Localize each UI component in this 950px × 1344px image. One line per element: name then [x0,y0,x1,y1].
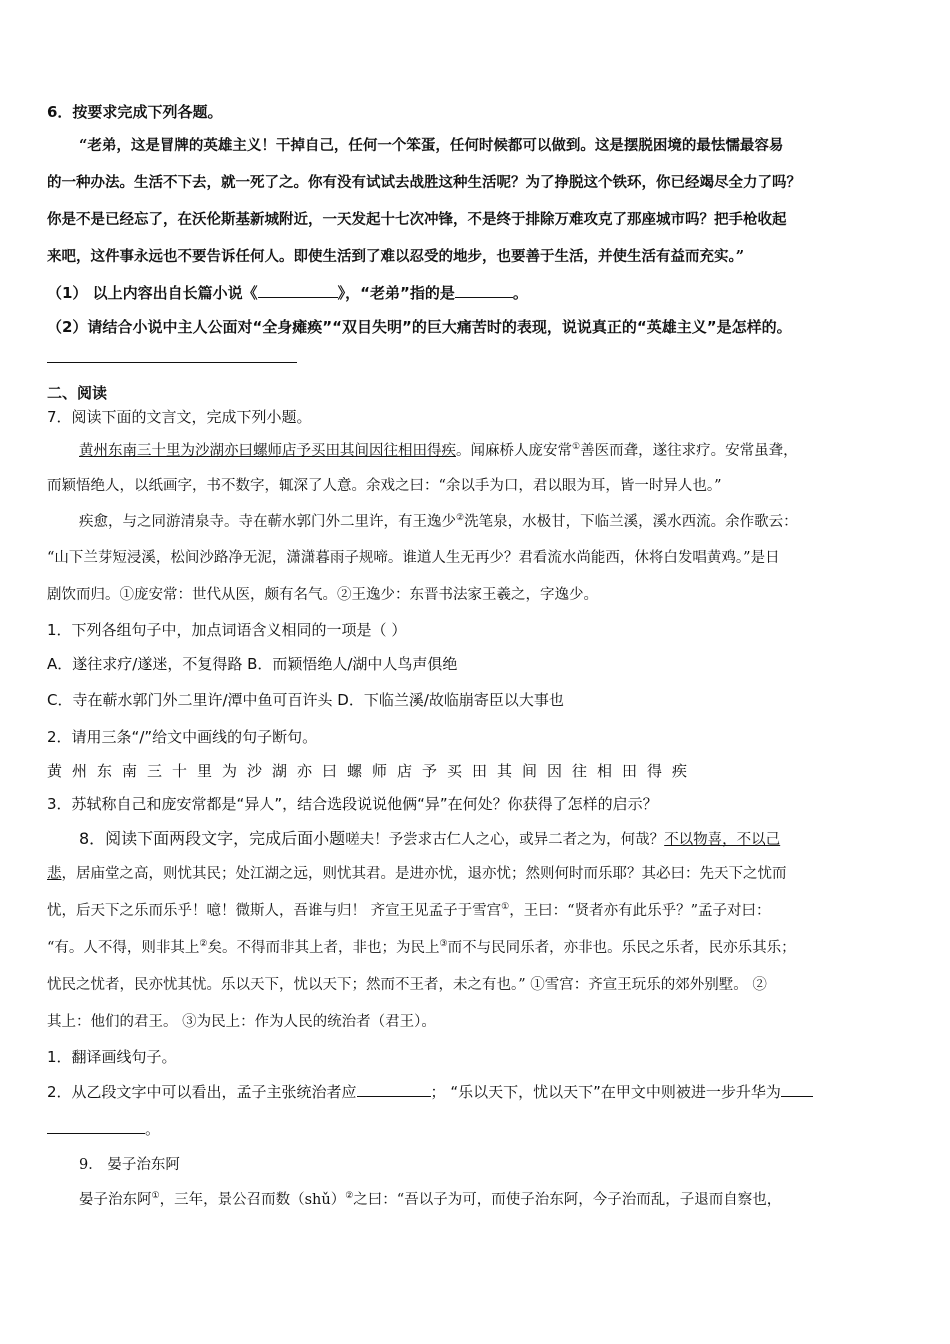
footnote-marker: ① [572,442,581,453]
passage-text: 忧，后天下之乐而乐乎！噫！微斯人，吾谁与归！ 齐宣王见孟子于雪宫 [47,903,502,919]
q7-subquestion-1: 1．下列各组句子中，加点词语含义相同的一项是（ ） [47,621,407,639]
q6-subquestion-2: （2）请结合小说中主人公面对“全身瘫痪”“双目失明”的巨大痛苦时的表现，说说真正的“英雄主义”是怎样的。 [47,318,792,336]
q7-title: 7．阅读下面的文言文，完成下列小题。 [47,408,312,426]
passage-text: 善医而聋，遂往求疗。安常虽聋， [580,443,798,459]
q9-passage-line [79,1189,902,1211]
q7-subquestion-3: 3．苏轼称自己和庞安常都是“异人”，结合选段说说他俩“异”在何处？你获得了怎样的启示？ [47,795,658,813]
answer-blank[interactable] [455,283,513,298]
q6-sub1-text: 》，“老弟”指的是 [337,284,455,302]
answer-line[interactable] [47,362,297,363]
q7-options-ab: A．遂往求疗/遂迷，不复得路 B．而颖悟绝人/湖中人鸟声俱绝 [47,655,458,673]
q8-line: 忧民之忧者，民亦忧其忧。乐以天下，忧以天下；然而不王者，未之有也。” ①雪宫：齐宣王玩乐的郊外别墅。 ② [47,977,767,993]
q7-passage-line: 而颖悟绝人，以纸画字，书不数字，辄深了人意。余戏之曰：“余以手为口，君以眼为耳，皆一时异人也。” [47,478,722,494]
underlined-sentence: 悲 [47,866,62,882]
passage-text: 矣。不得而非其上者，非也；为民上 [207,940,440,956]
footnote-marker: ③ [439,939,448,950]
q8-title: 8．阅读下面两段文字，完成后面小题 [79,829,346,848]
underlined-sentence: 黄州东南三十里为沙湖亦曰螺师店予买田其间因往相田得疾 [79,443,456,459]
q7-passage-line: 剧饮而归。①庞安常：世代从医，颇有名气。②王逸少：东晋书法家王羲之，字逸少。 [47,587,598,603]
q6-sub1-text: （1） 以上内容出自长篇小说《 [47,284,258,302]
passage-text: ，王曰：“贤者亦有此乐乎？”孟子对曰： [509,903,771,919]
q6-sub1-text: 。 [512,284,528,302]
section-heading: 二、阅读 [47,384,108,402]
passage-text: “有。人不得，则非其上 [47,940,200,956]
passage-text: 疾愈，与之同游清泉寺。寺在蕲水郭门外二里许，有王逸少 [79,514,456,530]
q7-spaced-sentence: 黄州东南三十里为沙湖亦曰螺师店予买田其间因往相田得疾 [47,762,698,780]
answer-blank[interactable] [258,283,338,298]
question-text: ； “乐以天下，忧以天下”在甲文中则被进一步升华为 [430,1083,781,1101]
passage-text: 而不与民同乐者，亦非也。乐民之乐者，民亦乐其乐； [447,940,796,956]
footnote-marker: ① [501,902,510,913]
q6-passage-line: “老弟，这是冒牌的英雄主义！干掉自己，任何一个笨蛋，任何时候都可以做到。这是摆脱困境的最怯懦最容易 [79,137,784,154]
answer-blank[interactable] [47,1119,145,1134]
q8-line: 其上：他们的君王。 ③为民上：作为人民的统治者（君王）。 [47,1014,436,1030]
q6-passage-line: 的一种办法。生活不下去，就一死了之。你有没有试试去战胜这种生活呢？为了挣脱这个铁环，你已经竭尽全力了吗？ [47,174,801,191]
passage-text: ，居庙堂之高，则忧其民；处江湖之远，则忧其君。是进亦忧，退亦忧；然则何时而乐耶？其必曰：先天下之忧而 [61,866,787,882]
q8-line [47,937,902,959]
q7-options-cd: C．寺在蕲水郭门外二里许/潭中鱼可百许头 D．下临兰溪/故临崩寄臣以大事也 [47,691,564,709]
passage-text: 嗟夫！予尝求古仁人之心，或异二者之为，何哉？ [345,832,665,848]
q8-answer-continuation [47,1118,902,1140]
underlined-sentence: 不以物喜，不以己 [664,832,781,848]
passage-text: 之曰：“吾以子为可，而使子治东阿，今子治而乱，子退而自察也， [353,1192,782,1208]
passage-text: 。闻麻桥人庞安常 [456,443,572,459]
passage-text: 晏子治东阿 [79,1192,152,1208]
q7-passage-line [79,440,902,462]
q8-line [79,828,902,851]
q6-passage-line: 你是不是已经忘了，在沃伦斯基新城附近，一天发起十七次冲锋，不是终于排除万难攻克了那座城市吗？把手枪收起 [47,211,787,228]
footnote-marker: ① [151,1191,160,1202]
footnote-marker: ② [199,939,208,950]
q7-passage-line [79,511,902,533]
q8-subquestion-2 [47,1081,902,1103]
q6-title: 6．按要求完成下列各题。 [47,103,223,121]
q7-subquestion-2: 2．请用三条“/”给文中画线的句子断句。 [47,728,318,746]
q6-passage-line: 来吧，这件事永远也不要告诉任何人。即使生活到了难以忍受的地步，也要善于生活，并使生活有益而充实。” [47,248,745,265]
q9-title: 9． 晏子治东阿 [79,1157,180,1173]
q6-subquestion-1 [47,282,902,304]
passage-text: ，三年，景公召而数（shǔ） [159,1192,346,1208]
answer-blank[interactable] [357,1082,431,1097]
passage-text: 洗笔泉，水极甘，下临兰溪，溪水西流。余作歌云： [464,514,798,530]
answer-blank[interactable] [781,1082,813,1097]
q8-subquestion-1: 1．翻译画线句子。 [47,1048,177,1066]
footnote-marker: ② [345,1191,354,1202]
question-text: 2．从乙段文字中可以看出，孟子主张统治者应 [47,1083,357,1101]
question-text: 。 [145,1120,161,1138]
q7-passage-line: “山下兰芽短浸溪，松间沙路净无泥，潇潇暮雨子规啼。谁道人生无再少？君看流水尚能西，休将白发唱黄鸡。”是日 [47,550,780,566]
q8-line [47,863,902,885]
q8-line [47,900,902,922]
footnote-marker: ② [456,513,465,524]
